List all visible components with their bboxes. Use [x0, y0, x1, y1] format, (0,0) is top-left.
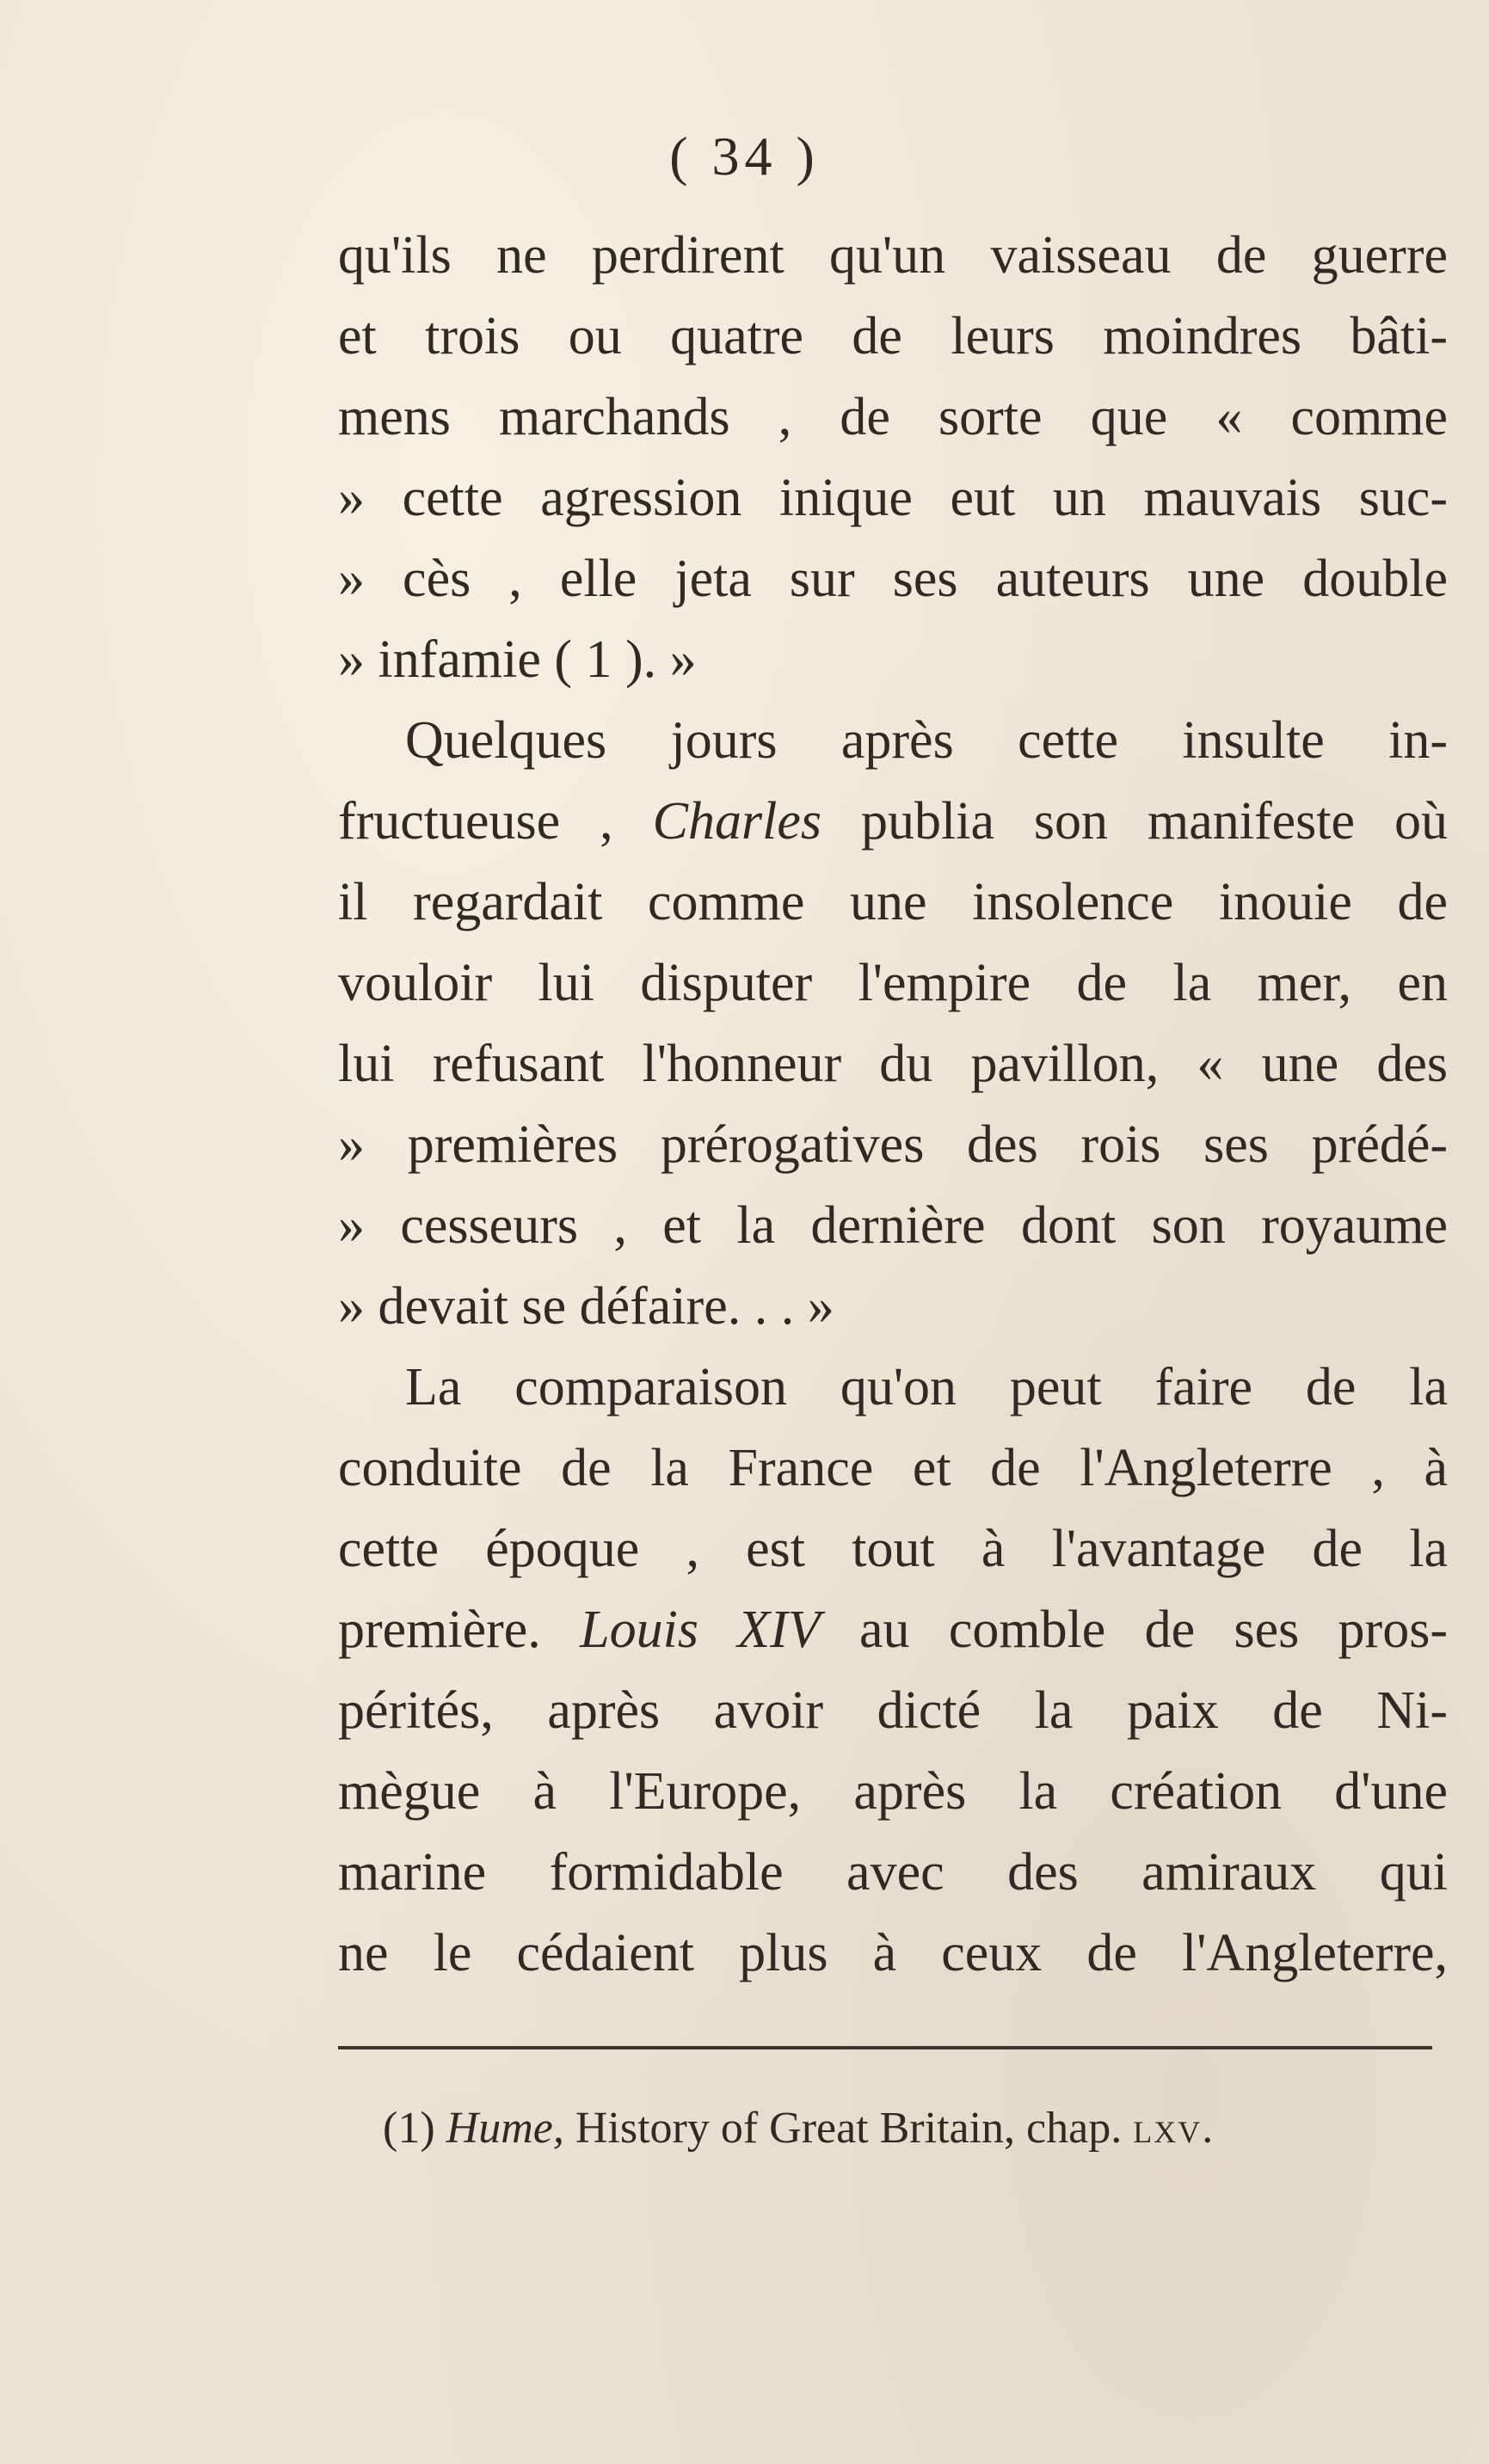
- page-number: ( 34 ): [669, 126, 820, 187]
- text-line: » infamie ( 1 ). »: [338, 630, 697, 689]
- text-line: ne le cédaient plus à ceux de l'Angleterre,: [338, 1924, 1448, 1982]
- text-line: » cesseurs , et la dernière dont son royaume: [338, 1196, 1448, 1255]
- text-line: il regardait comme une insolence inouie de: [338, 873, 1448, 931]
- footnote-title: History of Great Britain, chap.: [563, 2104, 1134, 2153]
- text-line: vouloir lui disputer l'empire de la mer, en: [338, 954, 1448, 1012]
- italic-name: Charles: [652, 792, 822, 851]
- text-segment: publia son manifeste où: [821, 792, 1448, 851]
- text-line: [338, 1589, 1448, 1670]
- text-line: [338, 781, 1448, 862]
- text-line: » cès , elle jeta sur ses auteurs une double: [338, 550, 1448, 608]
- footnote: [383, 2098, 1432, 2159]
- text-line: conduite de la France et de l'Angleterre , à: [338, 1439, 1448, 1497]
- text-segment: fructueuse ,: [338, 792, 653, 851]
- text-line: Quelques jours après cette insulte in-: [405, 711, 1448, 770]
- text-line: cette époque , est tout à l'avantage de la: [338, 1520, 1448, 1578]
- text-line: qu'ils ne perdirent qu'un vaisseau de guerre: [338, 226, 1448, 285]
- footnote-separator: [338, 2046, 1432, 2049]
- text-line: La comparaison qu'on peut faire de la: [405, 1358, 1448, 1416]
- text-segment: première.: [338, 1601, 581, 1659]
- text-line: » cette agression inique eut un mauvais suc-: [338, 469, 1448, 527]
- italic-name: Louis XIV: [580, 1601, 821, 1659]
- text-line: pérités, après avoir dicté la paix de Ni-: [338, 1681, 1448, 1740]
- text-line: » premières prérogatives des rois ses prédé-: [338, 1115, 1448, 1174]
- text-line: » devait se défaire. . . »: [338, 1277, 834, 1336]
- text-line: mens marchands , de sorte que « comme: [338, 388, 1448, 446]
- text-line: mègue à l'Europe, après la création d'une: [338, 1762, 1448, 1821]
- text-line: lui refusant l'honneur du pavillon, « une des: [338, 1035, 1448, 1093]
- footnote-chapter: lxv.: [1133, 2104, 1215, 2153]
- footnote-author: Hume,: [446, 2104, 564, 2153]
- footnote-marker: (1): [383, 2104, 446, 2153]
- text-line: marine formidable avec des amiraux qui: [338, 1843, 1448, 1902]
- text-line: et trois ou quatre de leurs moindres bâti-: [338, 307, 1448, 366]
- text-segment: au comble de ses pros-: [820, 1601, 1448, 1659]
- body-text: [338, 215, 1448, 1994]
